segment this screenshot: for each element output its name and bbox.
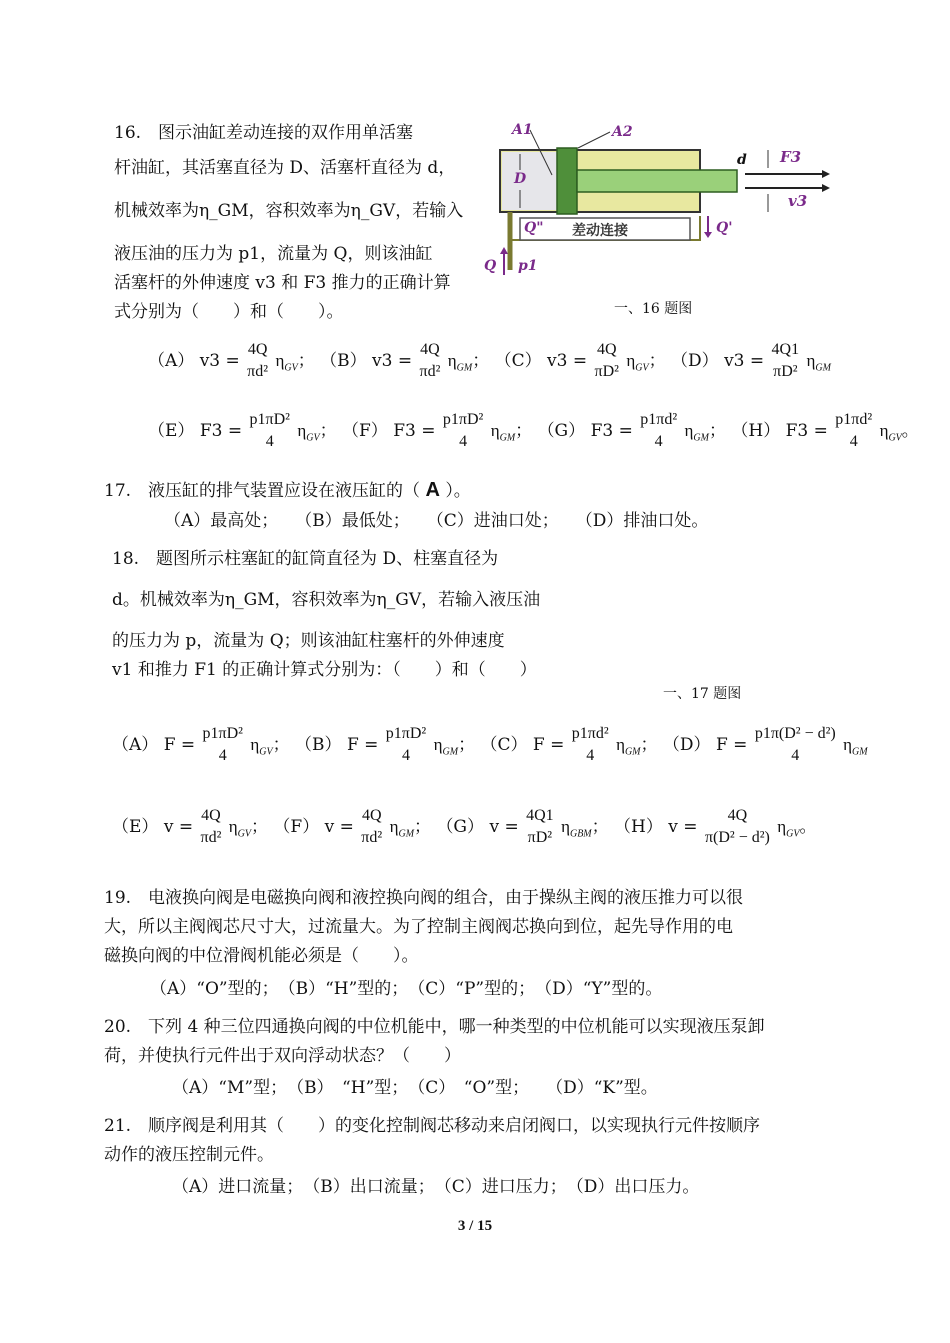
q18-stem [112,545,540,685]
label-a1: A1 [512,122,533,138]
label-d-big: D [514,171,527,187]
q16-line-1: 16. 图示油缸差动连接的双作用单活塞 [114,123,414,143]
q21-stem [104,1112,760,1170]
page-number: 3 / 15 [457,1218,493,1234]
q16-stem [114,119,463,327]
q16-line-3: 机械效率为η_GM，容积效率为η_GV，若输入 [114,201,464,221]
q18-options-v [112,806,852,848]
q18-option-d: （D） F = p1π(D² − d²) 4 $\eta_{GM}$ [662,725,868,764]
q18-figure-caption: 一、17 题图 [663,686,742,702]
q20-line-2: 荷，并使执行元件出于双向浮动状态？（ ） [104,1046,461,1066]
q16-option-c: （C） v3 = 4Q πD² $\eta_{GV}$； [494,341,672,380]
label-f3: F3 [780,148,802,166]
q18-options-f [112,724,868,766]
q17-options: （A）最高处； （B）最低处； （C）进油口处； （D）排油口处。 [164,511,709,531]
q21-options: （A）进口流量； （B）出口流量； （C）进口压力； （D）出口压力。 [172,1177,700,1197]
q18-line-2: d。机械效率为η_GM，容积效率为η_GV，若输入液压油 [112,590,541,610]
label-q: Q [484,258,497,274]
q18-option-f: （F） v = 4Q πd² $\eta_{GM}$； [273,807,437,846]
q19-stem [104,884,743,971]
label-a2: A2 [612,124,633,140]
q16-option-e: （E） F3 = p1πD² 4 $\eta_{GV}$； [148,411,342,450]
label-q-prime: Q' [716,220,733,236]
q16-option-b: （B） v3 = 4Q πd² $\eta_{GM}$； [320,341,495,380]
q16-figure-caption: 一、16 题图 [614,301,693,317]
q16-line-2: 杆油缸，其活塞直径为 D、活塞杆直径为 d， [114,158,456,178]
q16-figure [484,120,840,285]
q21-line-2: 动作的液压控制元件。 [104,1145,274,1165]
label-d-small: d [737,152,747,168]
q18-line-1: 18. 题图所示柱塞缸的缸筒直径为 D、柱塞直径为 [112,549,499,569]
label-q-double-prime: Q" [524,220,544,236]
q18-option-g: （G） v = 4Q1 πD² $\eta_{GBM}$； [436,807,615,846]
q16-option-a: （A） v3 = 4Q πd² $\eta_{GV}$； [148,341,321,380]
q16-line-6: 式分别为（ ）和（ ）。 [114,302,344,322]
q16-options-v [148,340,848,382]
q16-option-f: （F） F3 = p1πD² 4 $\eta_{GM}$； [341,411,538,450]
q18-option-b: （B） F = p1πD² 4 $\eta_{GM}$； [295,725,481,764]
q18-option-e: （E） v = 4Q πd² $\eta_{GV}$； [112,807,274,846]
q16-option-d: （D） v3 = 4Q1 πD² $\eta_{GM}$ [671,341,831,380]
q18-line-3: 的压力为 p，流量为 Q；则该油缸柱塞杆的外伸速度 [112,631,505,651]
q16-line-5: 活塞杆的外伸速度 v3 和 F3 推力的正确计算 [114,273,451,293]
label-v3: v3 [788,192,808,210]
label-p1: p1 [518,258,538,274]
q20-stem [104,1013,765,1071]
q19-line-1: 19. 电液换向阀是电磁换向阀和液控换向阀的组合，由于操纵主阀的液压推力可以很 [104,888,744,908]
q19-line-2: 大，所以主阀阀芯尺寸大，过流量大。为了控制主阀阀芯换向到位，起先导作用的电 [104,917,733,937]
q17-stem: 17. 液压缸的排气装置应设在液压缸的（ A ）。 [104,479,471,501]
q19-options: （A）“O”型的； （B）“H”型的； （C）“P”型的； （D）“Y”型的。 [150,979,663,999]
q19-line-3: 磁换向阀的中位滑阀机能必须是（ ）。 [104,946,419,966]
label-differential-connection: 差动连接 [572,223,628,239]
q18-option-a: （A） F = p1πD² 4 $\eta_{GV}$； [112,725,296,764]
q20-options: （A）“M”型； （B） “H”型； （C） “O”型； （D）“K”型。 [172,1078,658,1098]
q21-line-1: 21. 顺序阀是利用其（ ）的变化控制阀芯移动来启闭阀口，以实现执行元件按顺序 [104,1116,761,1136]
q18-line-4: v1 和推力 F1 的正确计算式分别为：（ ）和（ ） [112,660,537,680]
q16-options-f [148,410,919,452]
q20-line-1: 20. 下列 4 种三位四通换向阀的中位机能中，哪一种类型的中位机能可以实现液压泵卸 [104,1017,765,1037]
q17-answer: A [425,479,440,501]
q16-option-g: （G） F3 = p1πd² 4 $\eta_{GM}$； [537,411,732,450]
q18-option-h: （H） v = 4Q π(D² − d²) $\eta_{GV}$。 [614,807,817,846]
q16-option-h: （H） F3 = p1πd² 4 $\eta_{GV}$。 [731,411,919,450]
q18-option-c: （C） F = p1πd² 4 $\eta_{GM}$； [480,725,663,764]
q16-line-4: 液压油的压力为 p1，流量为 Q，则该油缸 [114,244,433,264]
